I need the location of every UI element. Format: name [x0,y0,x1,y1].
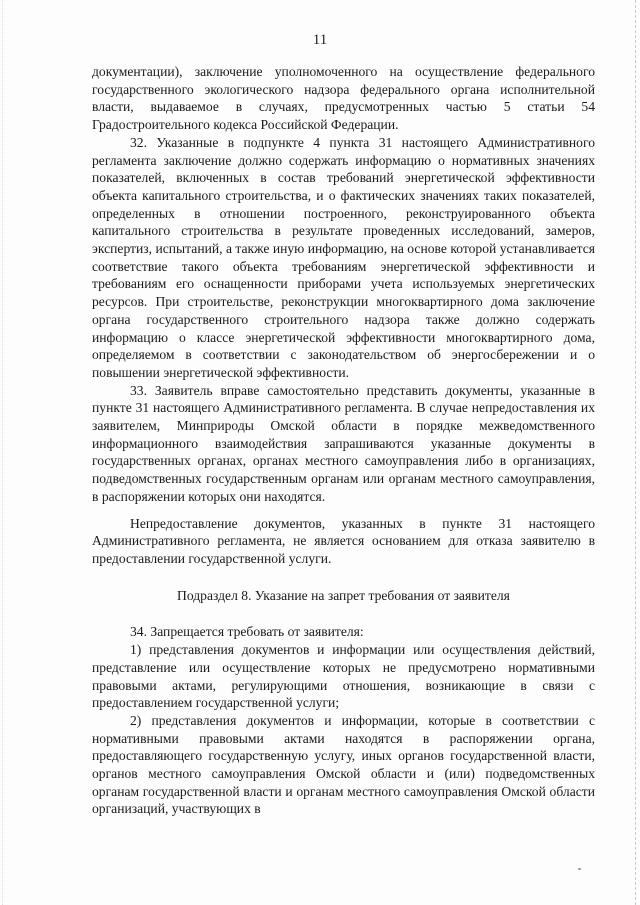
scan-edge-left [2,0,4,905]
scan-speck [578,868,581,870]
paragraph-32: 32. Указанные в подпункте 4 пункта 31 настоящего Административного регламента заключение должно содержать информацию о нормативных значениях показателей, включенных в состав требований энергетической эффективности объекта капитального строительства, и о фактических значениях таких показателей, определенных в отношении построенного, реконструированного объекта капитального строительства в результате проведенных исследований, замеров, экспертиз, испытаний, а также иную информацию, на основе которой устанавливается соответствие такого объекта требованиям энергетической эффективности и требованиям его оснащенности приборами учета используемых энергетических ресурсов. При строительстве, реконструкции многоквартирного дома заключение органа государственного строительного надзора также должно содержать информацию о классе энергетической эффективности многоквартирного дома, определяемом в соответствии с законодательством об энергосбережении и о повышении энергетической эффективности. [92,134,595,380]
section-gap-before [92,568,595,587]
paragraph-33: 33. Заявитель вправе самостоятельно представить документы, указанные в пункте 31 настоящего Административного регламента. В случае непредоставления их заявителем, Минприроды Омской области в порядке межведомственного информационного взаимодействия запрашиваются указанные документы в государственных органах, органах местного самоуправления либо в организациях, подведомственных государственным органам или органам местного самоуправления, в распоряжении которых они находятся. [92,382,595,504]
paragraph-34-item-2: 2) представления документов и информации, которые в соответствии с нормативными правовыми актами находятся в распоряжении органа, предоставляющего государственную услугу, иных органов государственной власти, органов местного самоуправления Омской области и (или) подведомственных органам государственной власти и органам местного самоуправления Омской области организаций, участвующих в [92,712,595,817]
document-body [92,63,595,818]
paragraph-nonsubmission: Непредоставление документов, указанных в пункте 31 настоящего Административного регламента, не является основанием для отказа заявителю в предоставлении государственной услуги. [92,515,595,566]
page-number: 11 [312,32,328,48]
section-heading: Подраздел 8. Указание на запрет требования от заявителя [177,587,510,603]
paragraph-continuation: документации), заключение уполномоченного на осуществление федерального государственного экологического надзора федерального органа исполнительной власти, выдаваемое в случаях, предусмотренных частью 5 статьи 54 Градостроительного кодекса Российской Федерации. [92,64,595,133]
paragraph-gap [92,506,595,515]
paragraph-34: 34. Запрещается требовать от заявителя: [130,624,364,640]
paragraph-34-item-1: 1) представления документов и информации или осуществления действий, представление или осуществление которых не предусмотрено нормативными правовыми актами, регулирующими отношения, возникающие в связи с предоставлением государственной услуги; [92,642,595,711]
section-gap-after [92,604,595,623]
scan-edge-right [634,0,636,905]
